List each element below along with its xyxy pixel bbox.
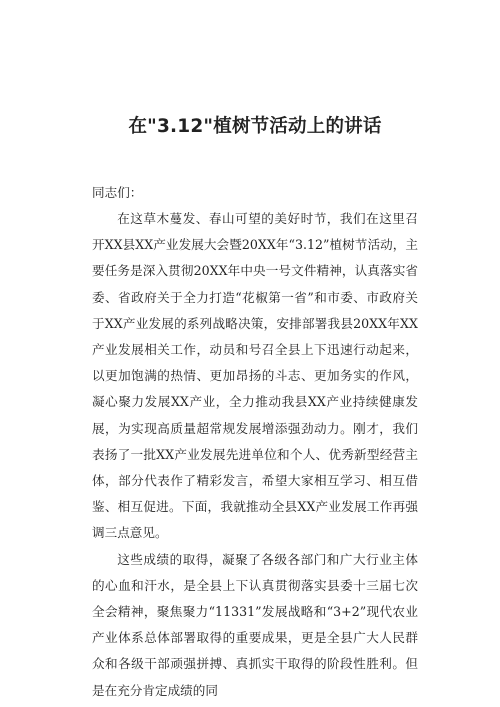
paragraph-1: 在这草木蔓发、春山可望的美好时节，我们在这里召开XX县XX产业发展大会暨20XX年“3.12”植树节活动，主要任务是深入贯彻20XX年中央一号文件精神，认真落实省委、省政府关于全力打造“花椒第一省”和市委、市政府关于XX产业发展的系列战略决策，安排部署我县20XX年XX产业发展相关工作，动员和号召全县上下迅速行动起来，以更加饱满的热情、更加昂扬的斗志、更加务实的作风，凝心聚力发展XX产业，全力推动我县XX产业持续健康发展，为实现高质量超常规发展增添强劲动力。刚才，我们表扬了一批XX产业发展先进单位和个人、优秀新型经营主体，部分代表作了精彩发言，希望大家相互学习、相互借鉴、相互促进。下面，我就推动全县XX产业发展工作再强调三点意见。	[92, 211, 418, 541]
document-title: 在"3.12"植树节活动上的讲话	[128, 116, 382, 137]
paragraph-2: 这些成绩的取得，凝聚了各级各部门和广大行业主体的心血和汗水，是全县上下认真贯彻落实县委十三届七次全会精神，聚焦聚力“11331”发展战略和“3+2”现代农业产业体系总体部署取得的重要成果，更是全县广大人民群众和各级干部顽强拼搏、真抓实干取得的阶段性胜利。但是在充分肯定成绩的同	[92, 551, 418, 698]
salutation: 同志们：	[92, 185, 143, 200]
